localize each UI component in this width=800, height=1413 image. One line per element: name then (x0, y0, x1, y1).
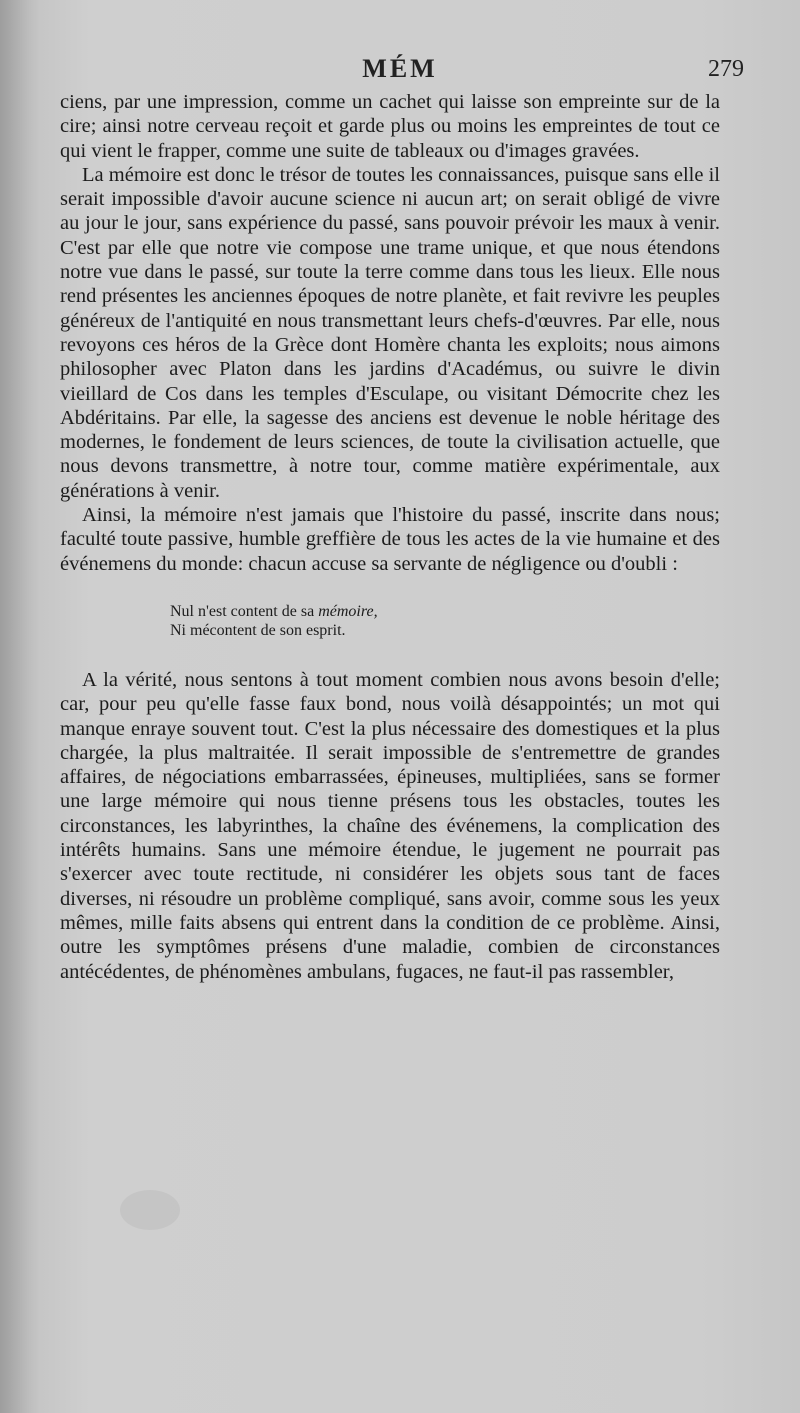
page-number: 279 (708, 56, 744, 82)
body-text (60, 90, 720, 984)
verse-quotation (170, 602, 720, 640)
quote-line-2: Ni mécontent de son esprit. (170, 621, 346, 639)
quote-line-1-emphasis: mémoire, (318, 602, 378, 620)
page-header (60, 54, 744, 88)
paper-stain (120, 1190, 180, 1230)
paragraph-a-la-verite: A la vérité, nous sentons à tout moment combien nous avons besoin d'elle; car, pour peu qu'elle fasse faux bond, nous voilà désappointés; un mot qui manque enraye souvent tout. C'est la plus nécessaire des domestiques et la plus chargée, la plus maltraitée. Il serait impossible de s'entremettre de grandes affaires, de négociations embarrassées, épineuses, multipliées, sans se former une large mémoire qui nous tienne présens tous les obstacles, toutes les circonstances, les labyrinthes, la chaîne des événemens, la complication des intérêts humains. Sans une mémoire étendue, le jugement ne pourrait pas s'exercer avec toute rectitude, ni considérer les objets sous tant de faces diverses, ni résoudre un problème compliqué, sans avoir, comme sous les yeux mêmes, mille faits absens qui entrent dans la condition de ce problème. Ainsi, outre les symptômes présens d'une maladie, combien de circonstances antécédentes, de phénomènes ambulans, fugaces, ne faut-il pas rassembler, (60, 668, 720, 983)
running-head: MÉM (362, 54, 438, 83)
quote-line-1 (170, 602, 720, 621)
paragraph-memoire-tresor: La mémoire est donc le trésor de toutes les connaissances, puisque sans elle il serait impossible d'avoir aucune science ni aucun art; on serait obligé de vivre au jour le jour, sans expérience du passé, sans pouvoir prévoir les maux à venir. C'est par elle que notre vie compose une trame unique, et que nous étendons notre vue dans le passé, sur toute la terre comme dans tous les lieux. Elle nous rend présentes les anciennes époques de notre planète, et fait revivre les peuples généreux de l'antiquité en nous transmettant leurs chefs-d'œuvres. Par elle, nous revoyons ces héros de la Grèce dont Homère chanta les exploits; nous aimons philosopher avec Platon dans les jardins d'Académus, ou suivre le divin vieillard de Cos dans les temples d'Esculape, ou visitant Démocrite chez les Abdéritains. Par elle, la sagesse des anciens est devenue le noble héritage des modernes, le fondement de leurs sciences, de toute la civilisation actuelle, que nous devons transmettre, à notre tour, comme matière expérimentale, aux générations à venir. (60, 163, 720, 502)
paragraph-continuation: ciens, par une impression, comme un cachet qui laisse son empreinte sur de la cire; ainsi notre cerveau reçoit et garde plus ou moins les empreintes de tout ce qui vient le frapper, comme une suite de tableaux ou d'images gravées. (60, 91, 720, 162)
paragraph-histoire-passe: Ainsi, la mémoire n'est jamais que l'histoire du passé, inscrite dans nous; faculté toute passive, humble greffière de tous les actes de la vie humaine et des événemens du monde: chacun accuse sa servante de négligence ou d'oubli : (60, 504, 720, 575)
quote-line-1-text: Nul n'est content de sa (170, 602, 319, 620)
